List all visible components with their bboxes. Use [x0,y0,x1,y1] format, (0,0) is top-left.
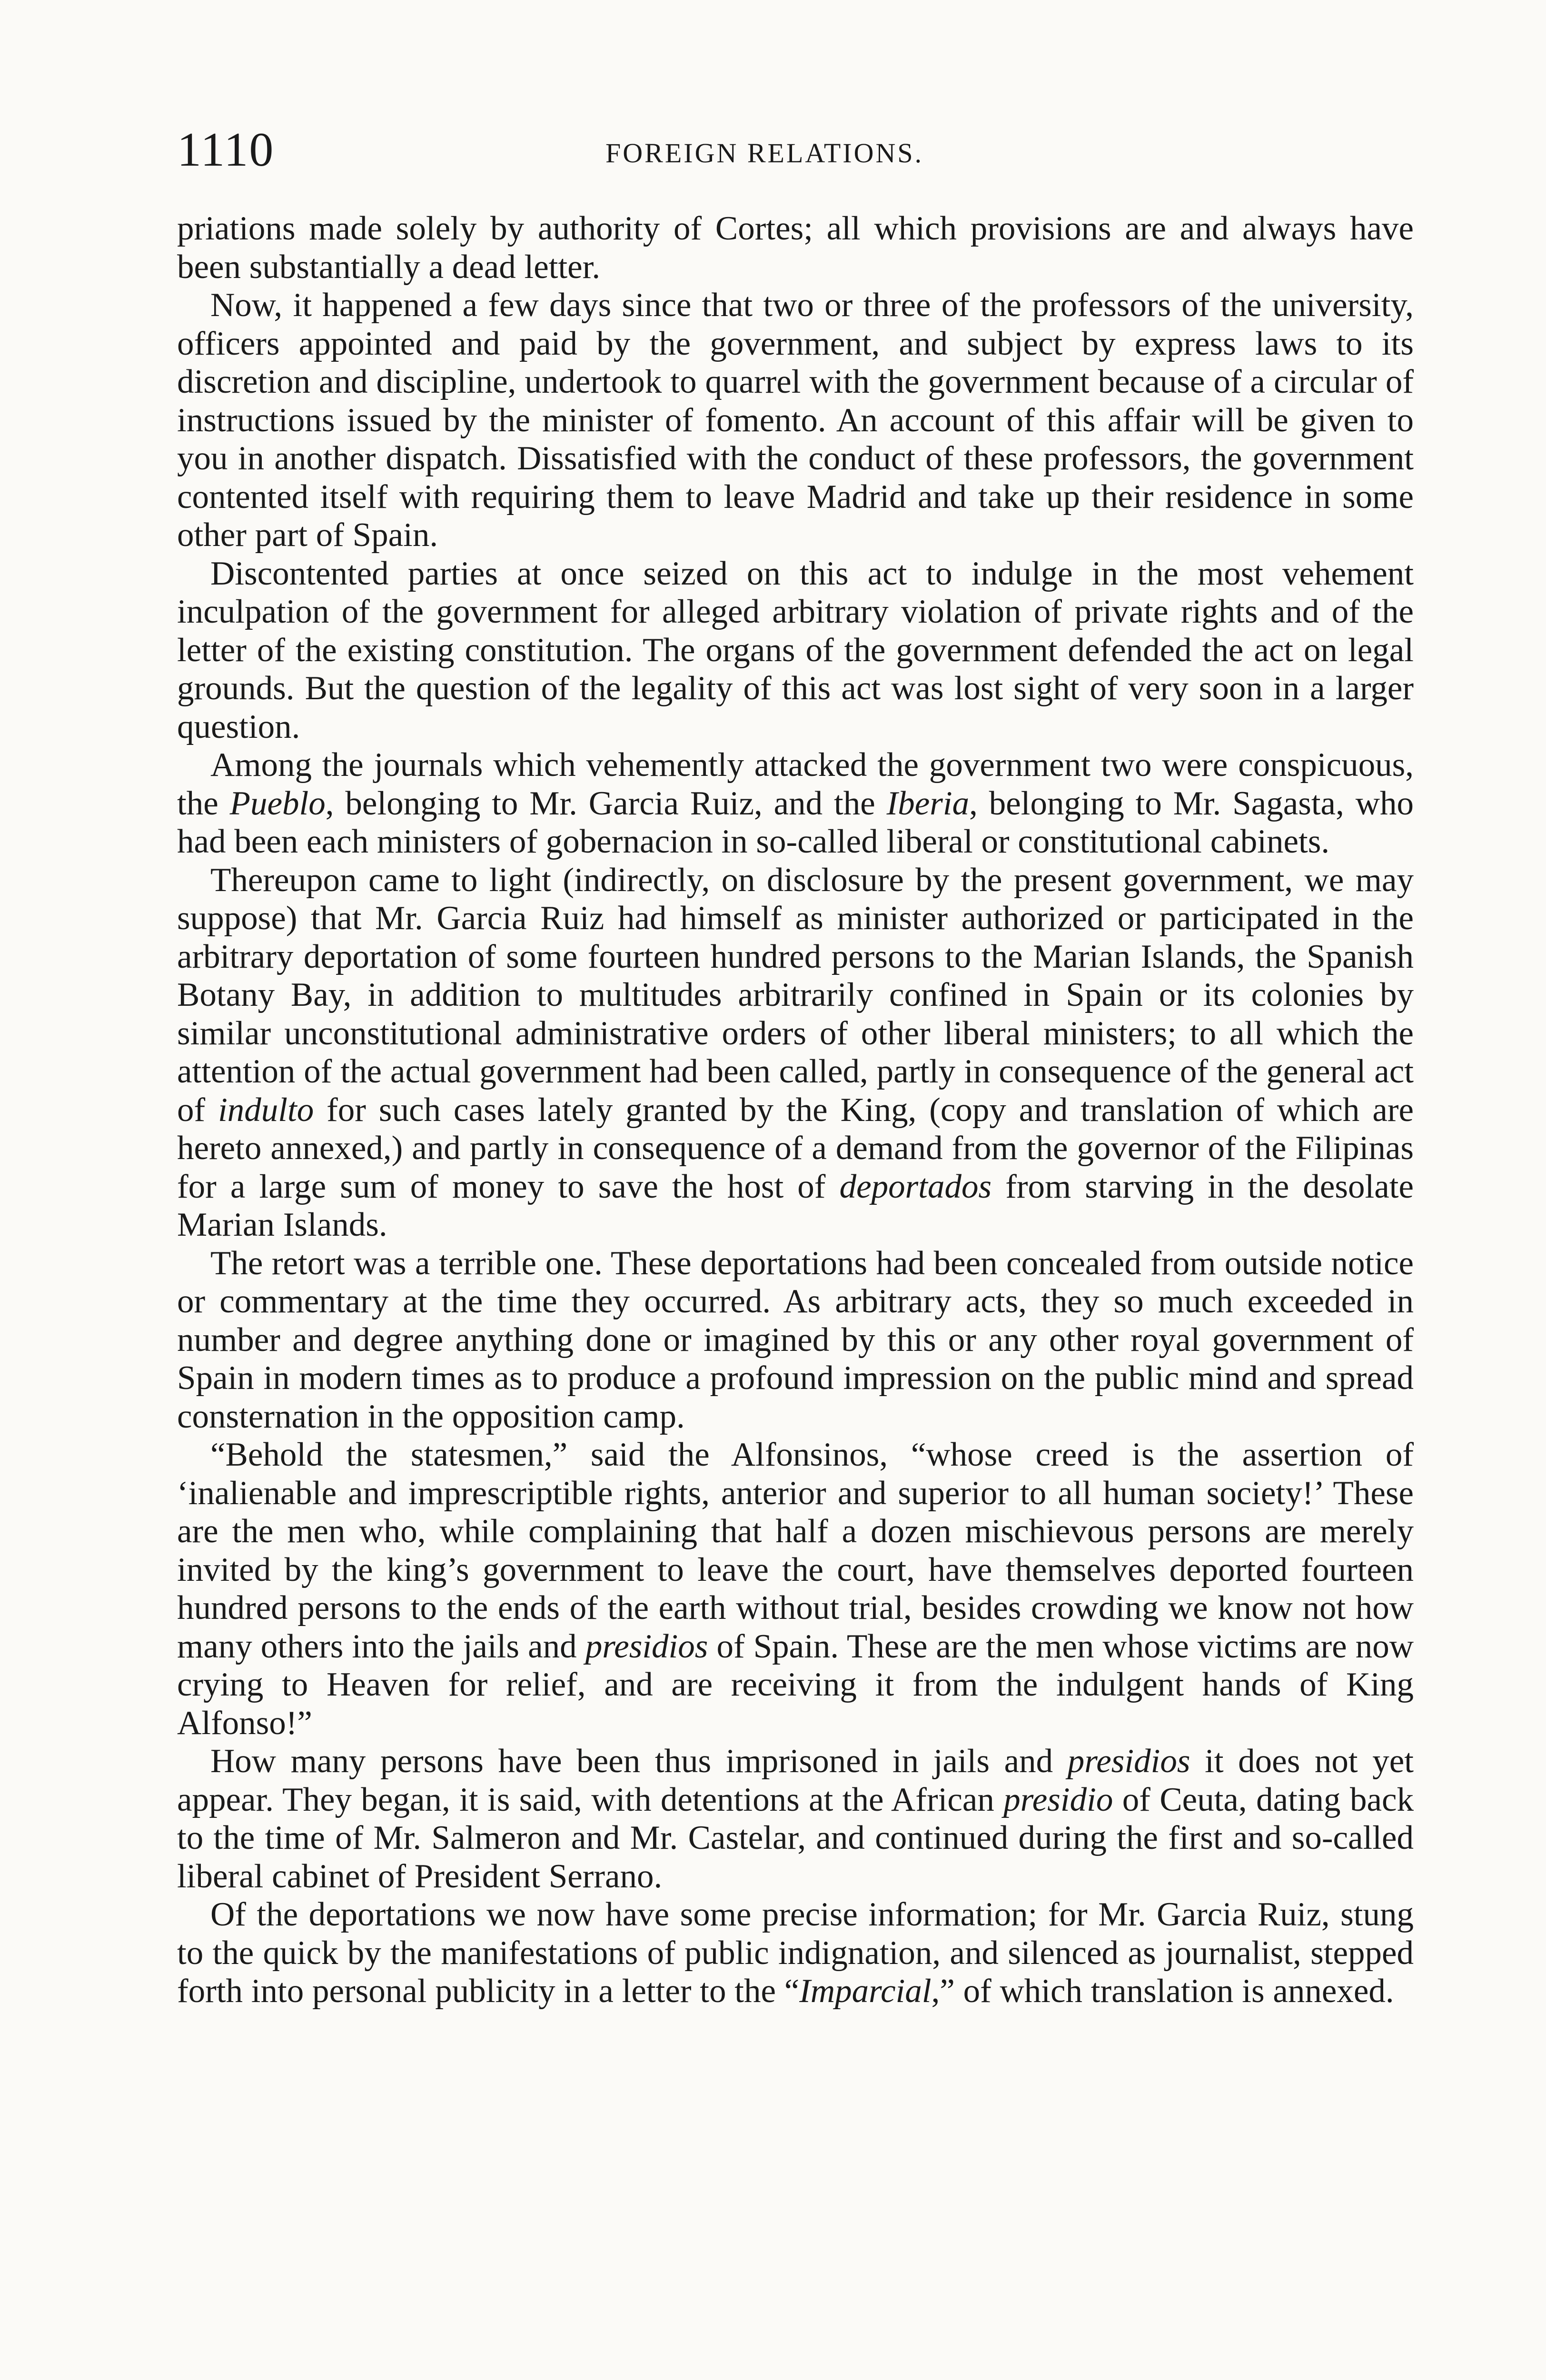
page-number: 1110 [177,123,275,177]
paragraph-5 [177,861,1414,1244]
paragraph-7-text-a: “Behold the statesmen,” said the Alfonsinos, “whose creed is the assertion of ‘inalienable and imprescriptible rights, anterior and superior to all human society!’ These are the men who, while complaining that half a dozen mischievous persons are merely invited by the king’s government to leave the court, have themselves deported fourteen hundred persons to the ends of the earth without trial, besides crowding we know not how many others into the jails and [177,1436,1414,1665]
paragraph-9-text-a: Of the deportations we now have some precise information; for Mr. Garcia Ruiz, stung to the quick by the manifestations of public indignation, and silenced as journalist, stepped forth into personal publicity in a letter to the “ [177,1896,1414,2010]
term-deportados: deportados [839,1168,992,1205]
paragraph-4-text-b: , belonging to Mr. Garcia Ruiz, and the [325,784,887,822]
term-presidios: presidios [585,1627,708,1665]
running-head [177,119,1415,181]
paragraph-4-text-c: , belonging to Mr. Sagasta, who had been each ministers of gobernacion in so-called liberal or constitutional cabinets. [177,784,1414,860]
paragraph-2: Now, it happened a few days since that two or three of the professors of the university, officers appointed and paid by the government, and subject by express laws to its discretion and discipline, undertook to quarrel with the government because of a circular of instructions issued by the minister of fomento. An account of this affair will be given to you in another dispatch. Dissatisfied with the conduct of these professors, the government contented itself with requiring them to leave Madrid and take up their residence in some other part of Spain. [177,287,1414,554]
paragraph-7-text-b: of Spain. These are the men whose victims are now crying to Heaven for relief, and are receiving it from the indulgent hands of King Alfonso!” [177,1627,1414,1742]
paragraph-7 [177,1436,1414,1742]
body-text [177,209,1414,2011]
paragraph-8-text-a: How many persons have been thus imprisoned in jails and [210,1743,1068,1780]
paragraph-5-text-c: from starving in the desolate Marian Islands. [177,1168,1414,1243]
paragraph-1: priations made solely by authority of Cortes; all which provisions are and always have been substantially a dead letter. [177,210,1414,286]
paragraph-3: Discontented parties at once seized on this act to indulge in the most vehement inculpation of the government for alleged arbitrary violation of private rights and of the letter of the existing constitution. The organs of the government defended the act on legal grounds. But the question of the legality of this act was lost sight of very soon in a larger question. [177,555,1414,745]
journal-name-imparcial: Imparcial [799,1973,932,2010]
paragraph-9-text-b: ,” of which translation is annexed. [931,1973,1394,2010]
paragraph-5-text-b: for such cases lately granted by the King, (copy and translation of which are hereto annexed,) and partly in consequence of a demand from the governor of the Filipinas for a large sum of money to save the host of [177,1091,1414,1205]
paragraph-9 [177,1895,1414,2011]
paragraph-4 [177,746,1414,861]
term-presidio: presidio [1003,1781,1113,1818]
paragraph-8-text-b: it does not yet appear. They began, it is said, with detentions at the African [177,1743,1414,1818]
paragraph-8-text-c: of Ceuta, dating back to the time of Mr. Salmeron and Mr. Castelar, and continued during the first and so-called liberal cabinet of President Serrano. [177,1781,1414,1895]
paragraph-4-text-a: Among the journals which vehemently attacked the government two were conspicuous, the [177,746,1414,822]
paragraph-8 [177,1742,1414,1895]
paragraph-6: The retort was a terrible one. These deportations had been concealed from outside notice or commentary at the time they occurred. As arbitrary acts, they so much exceeded in number and degree anything done or imagined by this or any other royal government of Spain in modern times as to produce a profound impression on the public mind and spread consternation in the opposition camp. [177,1244,1414,1435]
journal-name-pueblo: Pueblo [229,784,326,822]
running-title: FOREIGN RELATIONS. [605,138,924,169]
paragraph-5-text-a: Thereupon came to light (indirectly, on disclosure by the present government, we may suppose) that Mr. Garcia Ruiz had himself as minister authorized or participated in the arbitrary deportation of some fourteen hundred persons to the Marian Islands, the Spanish Botany Bay, in addition to multitudes arbitrarily confined in Spain or its colonies by similar unconstitutional administrative orders of other liberal ministers; to all which the attention of the actual government had been called, partly in consequence of the general act of [177,861,1414,1129]
term-indulto: indulto [218,1091,314,1129]
journal-name-iberia: Iberia [886,784,970,822]
term-presidios: presidios [1067,1743,1190,1780]
